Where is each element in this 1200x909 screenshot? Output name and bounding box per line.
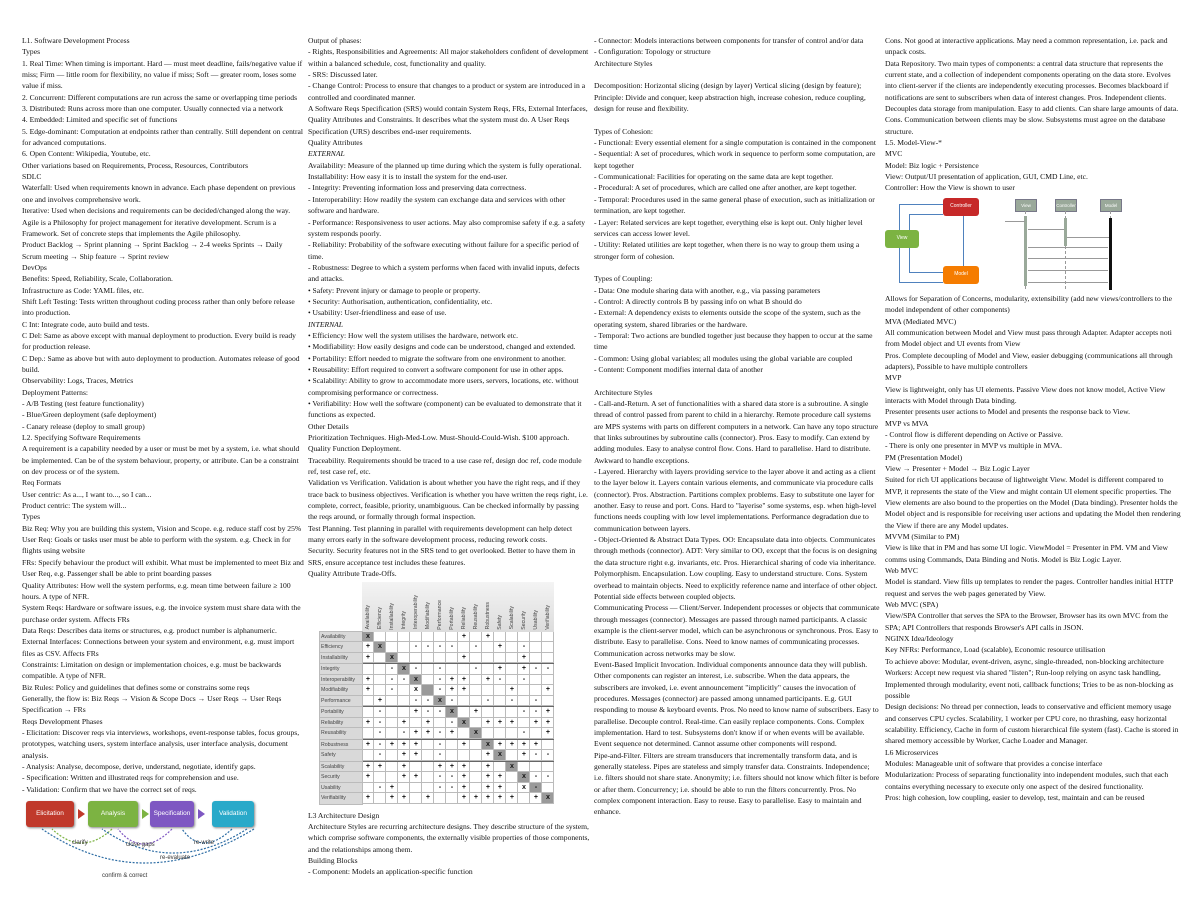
arrow-right-icon: [142, 809, 149, 819]
tradeoff-row-marks: + --x -++ +- -: [365, 675, 558, 684]
text-line: Presenter presents user actions to Model and presents the response back to View.: [885, 407, 1131, 417]
text-line: L2. Specifying Software Requirements: [22, 433, 141, 443]
tradeoff-row-marks: +- + + -x +++ ++: [365, 718, 558, 727]
column-header: Efficiency: [377, 607, 383, 630]
tradeoff-row-marks: -x- - - + +--: [365, 665, 558, 673]
text-line: Building Blocks: [308, 855, 358, 865]
column-3: [594, 35, 880, 818]
activation-bar: [1064, 218, 1067, 246]
text-line: L3 Architecture Design: [308, 810, 380, 820]
text-line: View is lightweight, only has UI elements. Passive View does not know model, Active View interacts with Model through Data binding.: [885, 384, 1166, 405]
flow-line: [963, 216, 964, 266]
column-header: Safety: [497, 614, 503, 630]
text-line: Cons. Not good at interactive applications. May need a common representation, i.e. pack and unpack costs.: [885, 36, 1168, 57]
text-line: EXTERNAL: [308, 149, 345, 159]
text-line: - Blue/Green deployment (safe deployment): [22, 410, 157, 420]
text-line: User centric: As a..., I want to..., so I can...: [22, 489, 152, 499]
column-header: Modifiability: [425, 602, 431, 630]
tradeoff-row-marks: + - x -++ + +: [365, 686, 558, 694]
text-line: Validation vs Verification. Validation is about whether you have the right reqs, and if they trace back to business objectives. Verification is whether you have written the reqs right, i.e. complete, correct, feasible, priority, unambiguous. Can be checked informally by passing the reqs around, or formally through formal inspection.: [308, 478, 588, 522]
text-line: View: Output/UI presentation of application, GUI, CMD Line, etc.: [885, 172, 1088, 182]
text-line: View → Presenter + Model → Biz Logic Layer: [885, 463, 1030, 473]
text-line: - Integrity: Preventing information loss and preserving data correctness.: [308, 183, 527, 193]
text-line: - External: A dependency exists to elements outside the scope of the system, such as the operating system, shared libraries or the hardware.: [594, 308, 861, 329]
text-line: L6 Microservices: [885, 747, 939, 757]
text-line: • Verifiability: How well the software (component) can be evaluated to demonstrate that it functions as expected.: [308, 399, 582, 420]
tradeoff-row: [320, 762, 558, 773]
requirements-phases-diagram: [22, 797, 292, 907]
text-line: - Temporal: Procedures used in the same general phase of execution, such as initialization or termination, are kept together.: [594, 194, 875, 216]
text-line: MVA (Mediated MVC): [885, 316, 957, 326]
tradeoff-row: [320, 664, 558, 675]
tradeoff-row: [320, 750, 558, 762]
column-header: Interoperability: [413, 595, 419, 630]
sequence-message: [1028, 247, 1108, 248]
tradeoff-grid: [320, 632, 558, 804]
text-line: 3. Distributed: Runs across more than one computer. Usually connected via a network: [22, 104, 284, 114]
text-line: - Reliability: Probability of the software executing without failure for a specific period of time.: [308, 240, 579, 261]
text-line: DevOps: [22, 262, 47, 272]
tradeoff-row: [320, 707, 558, 718]
text-line: - Change Control: Process to ensure that changes to a product or system are introduced in a controlled and coordinated manner.: [308, 81, 586, 102]
tradeoff-row: [320, 675, 558, 686]
text-line: Types of Cohesion:: [594, 126, 653, 136]
text-line: MVVM (Similar to PM): [885, 532, 960, 542]
text-line: A Software Reqs Specification (SRS) would contain System Reqs, FRs, External Interfaces, Quality Attributes and Constraints. It describes what the system must do. A User Reqs Specification (URS) describes end-user requirements.: [308, 104, 588, 136]
flow-line: [909, 214, 910, 230]
text-line: • Portability: Effort needed to migrate the software from one environment to another.: [308, 353, 566, 363]
loop-label: clarify: [72, 840, 88, 847]
phase-box: Validation: [212, 801, 254, 827]
text-line: 1. Real Time: When timing is important. Hard — must meet deadline, fails/negative value if miss; Firm — little room for flexibility, no value if miss; Soft — greater room, loses some value if miss.: [22, 58, 303, 91]
text-line: Biz Rules: Policy and guidelines that defines some or constrains some reqs: [22, 682, 250, 692]
text-line: C Int: Integrate code, auto build and tests.: [22, 319, 150, 329]
text-line: - Procedural: A set of procedures, which are called one after another, are kept together.: [594, 183, 857, 193]
row-label: Modifiability: [320, 685, 362, 696]
text-line: • Scalability: Ability to grow to accommodate more users, servers, locations, etc. without compromising performance or correctness.: [308, 376, 579, 397]
tradeoff-row-marks: x + +: [365, 632, 558, 641]
feedback-arc: [102, 829, 247, 853]
sequence-participant: Controller: [1055, 199, 1077, 212]
text-line: All communication between Model and View must pass through Adapter. Adapter accepts noti from Model object and UI events from View: [885, 327, 1172, 349]
flow-line: [899, 282, 943, 283]
tradeoff-row-marks: - -++-+ x - +: [365, 729, 558, 737]
flow-line: [899, 204, 900, 230]
text-line: A requirement is a capability needed by a user or must be met by a system, i.e. what should be implemented. Can be of the system behaviour, property, or attribute. Can be a constraint on dev process or of the system.: [22, 444, 300, 477]
spacer: [594, 262, 880, 273]
tradeoff-row-marks: + ++ + +++++ +x: [365, 794, 558, 802]
column-header: Integrity: [401, 611, 407, 630]
text-line: Other Details: [308, 421, 349, 431]
text-line: MVC: [885, 149, 903, 159]
row-label: Performance: [320, 696, 362, 707]
text-line: - Call-and-Return. A set of functionalities with a shared data store is a subroutine. A single thread of control passed from parent to child in a hierarchy. Remote procedure call systems are MPS systems with parts on different computers in a network. Can have any topo structure that links subroutines by subroutine calls (connector). Pros. Easy to modify. Can extend by adding modules. Easy to analyse control flow. Cons. Hard to parallelise. Hard to distribute. Awkward to handle exceptions.: [594, 399, 879, 465]
text-line: User Req: Goals or tasks user must be able to perform with the system. e.g. Check in for flights using website: [22, 535, 291, 556]
text-line: FRs: Specify behaviour the product will exhibit. What must be implemented to meet Biz and User Req, e.g. Passenger shall be able to print boarding passes: [22, 557, 304, 579]
text-line: • Usability: User-friendliness and ease of use.: [308, 308, 447, 318]
text-line: - Layer: Related services are kept together, everything else is kept out. Only higher level services can access lower level.: [594, 217, 863, 238]
tradeoff-row: [320, 793, 558, 804]
tradeoff-row: [320, 642, 558, 653]
flow-line: [909, 248, 910, 272]
text-line: Biz Req: Why you are building this system, Vision and Scope. e.g. reduce staff cost by 25%: [22, 523, 302, 533]
text-line: Waterfall: Used when requirements known in advance. Each phase dependent on previous one and involves comprehensive work.: [22, 183, 296, 204]
flow-line: [899, 204, 943, 205]
sequence-message: [1028, 270, 1108, 271]
text-line: Suited for rich UI applications because of lightweight View. Model is different compared to MVP, it represents the state of the View and might contain UI element specific properties. The View elements are also bound to the properties on the Model (Data binding). Presenter holds the Model object and is responsible for receiving user actions and updating the Model then rendering the View if there are any Model updates.: [885, 475, 1181, 530]
sequence-participant: View: [1015, 199, 1037, 212]
tradeoff-row: [320, 772, 558, 783]
row-label: Security: [320, 772, 362, 783]
text-line: Agile is a Philosophy for project management for iterative development. Scrum is a Framework. Set of concrete steps that implements the Agile philosophy.: [22, 217, 277, 238]
tradeoff-row: [320, 783, 558, 794]
text-line: View is like that in PM and has some UI logic. ViewModel = Presenter in PM. VM and View comms using Commands, Data Binding and Notis. Model is Biz Logic Layer.: [885, 543, 1169, 564]
row-label: Interoperability: [320, 675, 362, 686]
tradeoff-row: [320, 632, 558, 643]
text-line: 6. Open Content: Wikipedia, Youtube, etc.: [22, 149, 151, 159]
column-header: Reliability: [461, 607, 467, 630]
row-label: Usability: [320, 783, 362, 794]
text-line: - Component: Models an application-specific function: [308, 867, 473, 877]
loop-label: confirm & correct: [102, 873, 148, 880]
row-label: Robustness: [320, 740, 362, 751]
text-line: Communicating Process — Client/Server. Independent processes or objects that communicate through messages (connector). Messages are passed through named participants. A classic example is the client-server model, which can be asynchronous or synchronous. Pros. Easy to distribute. Easy to parallelise. Cons. Need to know names of communicating processes. Communication across networks may be slow.: [594, 603, 880, 658]
row-label: Portability: [320, 707, 362, 718]
text-line: Observability: Logs, Traces, Metrics: [22, 376, 134, 386]
text-line: Model is standard. View fills up templates to render the pages. Controller handles initial HTTP request and serves the web pages generated by View.: [885, 577, 1174, 598]
activation-bar: [1024, 216, 1027, 286]
text-line: MVP: [885, 373, 902, 383]
row-label: Safety: [320, 750, 362, 761]
text-line: Allows for Separation of Concerns, modularity, extensibility (add new views/controllers to the model independent of other components): [885, 293, 1172, 315]
row-label: Reusability: [320, 728, 362, 739]
text-line: Benefits: Speed, Reliability, Scale, Collaboration.: [22, 274, 173, 284]
tradeoff-row-marks: - ++ - +x +--: [365, 751, 558, 759]
text-line: Other variations based on Requirements, Process, Resources, Contributors: [22, 160, 249, 170]
flow-line: [909, 272, 943, 273]
text-line: Controller: How the View is shown to user: [885, 183, 1015, 193]
section-quality-attributes: [308, 35, 590, 580]
row-label: Integrity: [320, 664, 362, 675]
text-line: Types of Coupling:: [594, 274, 653, 284]
text-line: L1. Software Development Process: [22, 36, 130, 45]
text-line: C Del: Same as above except with manual deployment to production. Every build is ready for production release.: [22, 330, 296, 352]
tradeoff-row: [320, 728, 558, 740]
text-line: Constraints: Limitation on design or implementation choices, e.g. must be backwards compatible. A type of NFR.: [22, 659, 282, 681]
feedback-arcs: [22, 827, 292, 907]
column-4: [885, 35, 1181, 803]
text-line: - There is only one presenter in MVP vs multiple in MVA.: [885, 441, 1063, 451]
loop-label: close gaps: [126, 842, 155, 849]
text-line: - Functional: Every essential element for a single computation is contained in the component: [594, 138, 876, 148]
text-line: - Validation: Confirm that we have the correct set of reqs.: [22, 784, 197, 794]
text-line: Architecture Styles: [594, 58, 653, 68]
text-line: • Reusability: Effort required to convert a software component for use in other apps.: [308, 364, 564, 374]
text-line: - Analysis: Analyse, decompose, derive, understand, negotiate, identify gaps.: [22, 762, 256, 771]
sequence-message: [1028, 229, 1064, 230]
text-line: Design decisions: No thread per connection, leads to conservative and efficient memory usage and conserves CPU cycles. Scalability, 1 worker per CPU core, no thrashing, easy horizontal scalability. Efficiency, Cache in form of custom hierarchical file system (fast). Cache is stored in shared memory accessible by Worker, Cache Loader and Manager.: [885, 702, 1179, 746]
text-line: - A/B Testing (test feature functionality): [22, 399, 144, 408]
text-line: External Interfaces: Connections between your system and environment, e.g. must import files as CSV. Affects FRs: [22, 637, 295, 658]
tradeoff-row-marks: + --x- - - -: [365, 696, 558, 705]
sequence-participant: Model: [1100, 199, 1122, 212]
text-line: MVP vs MVA: [885, 418, 929, 428]
text-line: 4. Embedded: Limited and specific set of functions: [22, 115, 178, 125]
mvc-box: Model: [943, 266, 979, 284]
row-label: Scalability: [320, 762, 362, 773]
text-line: - Temporal: Two actions are bundled together just because they happen to occur at the same time: [594, 330, 873, 352]
section-architecture-styles: [594, 35, 880, 818]
text-line: Pros: high cohesion, low coupling, easier to develop, test, maintain and can be reused: [885, 792, 1145, 802]
text-line: Test Planning. Test planning in parallel with requirements development can help detect many errors early in the software development process, reducing rework costs.: [308, 523, 573, 545]
column-header: Availability: [365, 605, 371, 630]
sequence-message: [1028, 258, 1108, 259]
text-line: Generally, the flow is: Biz Reqs → Vision & Scope Docs → User Reqs → User Reqs Specification → FRs: [22, 693, 282, 715]
sequence-message: [1028, 282, 1108, 283]
column-header: Security: [521, 610, 527, 630]
tradeoff-row: [320, 718, 558, 729]
tradeoff-header: [308, 582, 558, 630]
text-line: Pipe-and-Filter. Filters are stream transducers that incrementally transform data, and is generally stateless. Pipes are stateless and simply transfer data. Constraints. Independence; i.e. filters should not share state. Anonymity; i.e. filters should not know which filter is before or after them. Concurrency; i.e. should be able to run the filters concurrently. Pros. No complex component interaction. Easy to reuse. Easy to parallelise. Easy to maintain and enhance.: [594, 750, 880, 817]
loop-label: re-write: [194, 840, 215, 847]
tradeoff-row: [320, 653, 558, 665]
text-line: - Sequential: A set of procedures, which work in sequence to perform some computation, are kept together: [594, 149, 876, 170]
row-label: Availability: [320, 632, 362, 643]
column-header: Verifiability: [545, 604, 551, 630]
text-line: - Canary release (deploy to small group): [22, 421, 145, 431]
text-line: Deployment Patterns:: [22, 387, 89, 397]
arrow-right-icon: [78, 809, 85, 819]
text-line: - SRS: Discussed later.: [308, 70, 378, 80]
mvc-box: Controller: [943, 198, 979, 216]
text-line: Data Reqs: Describes data items or structures, e.g. product number is alphanumeric.: [22, 625, 277, 635]
text-line: Architecture Styles: [594, 387, 653, 397]
tradeoff-row: [320, 740, 558, 751]
text-line: - Control flow is different depending on Active or Passive.: [885, 429, 1063, 439]
column-header: Performance: [437, 599, 443, 630]
column-header: Scalability: [509, 606, 515, 630]
phase-box: Specification: [150, 801, 194, 827]
column-header: Usability: [533, 609, 539, 630]
tradeoff-row-marks: ++ + +++ + x: [365, 762, 558, 771]
tradeoff-row-marks: -+ --+ ++ x-: [365, 783, 558, 792]
text-line: Architecture Styles are recurring architecture designs. They describe structure of the system, which comprise software components, the externally visible properties of those components, and the relationships among them.: [308, 821, 590, 854]
text-line: Product Backlog → Sprint planning → Sprint Backlog → 2-4 weeks Sprints → Daily Scrum meeting → Ship feature → Sprint review: [22, 240, 283, 261]
text-line: - Data: One module sharing data with another, e.g., via passing parameters: [594, 285, 821, 295]
flow-line: [909, 214, 943, 215]
text-line: Req Formats: [22, 478, 62, 488]
text-line: - Connector: Models interactions between components for transfer of control and/or data: [594, 36, 864, 45]
text-line: Availability: Measure of the planned up time during which the system is fully operational.: [308, 160, 582, 170]
text-line: - Interoperability: How readily the system can exchange data and services with other software and hardware.: [308, 194, 566, 216]
loop-label: re-evaluate: [160, 855, 191, 862]
text-line: - Communicational: Facilities for operating on the same data are kept together.: [594, 172, 834, 182]
text-line: - Elicitation: Discover reqs via interviews, workshops, event-response tables, focus groups, prototypes, watching users, system interface analysis, user interface analysis, document analysis.: [22, 727, 300, 760]
phase-box: Elicitation: [26, 801, 74, 827]
text-line: - Rights, Responsibilities and Agreements: All major stakeholders confident of development within a balanced schedule, cost, functionality and quality.: [308, 47, 589, 68]
text-line: NGINX Idea/Ideology: [885, 634, 954, 644]
activation-bar: [1109, 218, 1112, 290]
text-line: Iterative: Used when decisions and requirements can be decided/changed along the way.: [22, 206, 291, 216]
text-line: - Configuration: Topology or structure: [594, 47, 711, 57]
text-line: PM (Presentation Model): [885, 452, 963, 462]
text-line: Modularization: Process of separating functionality into independent modules, such that each contains everything necessary to execute only one aspect of the desired functionality.: [885, 770, 1169, 791]
text-line: C Dep.: Same as above but with auto deployment to production. Automates release of good build.: [22, 353, 300, 374]
tradeoff-row-marks: + ++ --+ ++ x--: [365, 773, 558, 781]
text-line: • Security: Authorisation, authentication, confidentiality, etc.: [308, 296, 493, 306]
tradeoff-row-marks: +x ---- - + -: [365, 643, 558, 651]
spacer: [594, 114, 880, 125]
section-software-process-requirements: [22, 35, 304, 795]
text-line: - Object-Oriented & Abstract Data Types. OO: Encapsulate data into objects. Communicates through methods (connector). ADT: Very similar to OO, except that the focus is on designing the data structure right e.g. invariants, etc. Pros. Hierarchical sharing of code via inheritance. Polymorphism. Encapsulation. Low coupling. Easy to understand structure. Cons. System overhead to maintain objects. Need to explicitly reference name and interface of other object. Potential side effects between coupled objects.: [594, 535, 878, 601]
text-line: - Performance: Responsiveness to user actions. May also compromise safety if e.g. a safety system responds poorly.: [308, 217, 586, 238]
spacer: [594, 69, 880, 80]
row-label: Installability: [320, 653, 362, 664]
text-line: SDLC: [22, 172, 42, 182]
text-line: - Utility: Related utilities are kept together, when there is no way to group them using a stronger form of cohesion.: [594, 240, 860, 261]
section-data-repository-mvc: [885, 35, 1181, 194]
text-line: - Control: A directly controls B by passing info on what B should do: [594, 296, 802, 306]
section-architecture-design: [308, 810, 590, 878]
tradeoff-row: [320, 696, 558, 708]
text-line: - Layered. Hierarchy with layers providing service to the layer above it and acting as a client to the layer below it. Layers contain various elements, and communicate via procedure calls (connector). Pros. Abstraction. Partitions complex problems. Easy to substitute one layer for another. Easy to reuse and port. Cons. Hard to "layerise" some systems, esp. when high-level functions needs coupling with low level implementations. Performance degradation due to communication between layers.: [594, 467, 877, 533]
text-line: Infrastructure as Code: YAML files, etc.: [22, 285, 144, 295]
text-line: - Robustness: Degree to which a system performs when faced with invalid inputs, defects and attacks.: [308, 262, 580, 284]
text-line: 2. Concurrent: Different computations are run across the same or overlapping time periods: [22, 92, 298, 102]
tradeoff-row-marks: +-+++ - + x++++: [365, 740, 558, 749]
phase-box: Analysis: [88, 801, 138, 827]
text-line: 5. Edge-dominant: Computation at endpoints rather than centrally. Still dependent on central for advanced computations.: [22, 126, 304, 148]
sequence-message: [1005, 221, 1025, 222]
text-line: Quality Attributes: How well the system performs, e.g. mean time between failure ≥ 100 hours. A type of NFR.: [22, 580, 291, 601]
text-line: Installability: How easy it is to install the system for the end-user.: [308, 172, 508, 182]
text-line: Workers: Accept new request via shared "listen"; Run-loop relying on async task handling, Implemented through modularity, event noti, callback functions; Tries to be as non-blocking as possible: [885, 668, 1174, 700]
row-label: Reliability: [320, 718, 362, 729]
text-line: • Efficiency: How well the system utilises the hardware, network etc.: [308, 330, 519, 340]
text-line: System Reqs: Hardware or software issues, e.g. the invoice system must share data with the purchase order system. Affects FRs: [22, 603, 301, 624]
column-header: Portability: [449, 606, 455, 630]
text-line: Types: [22, 512, 41, 522]
text-line: Modules: Manageable unit of software that provides a concise interface: [885, 758, 1103, 768]
column-header: Installability: [389, 602, 395, 630]
text-line: Key NFRs: Performance, Load (scalable), Economic resource utilisation: [885, 645, 1106, 655]
column-1: [22, 35, 304, 909]
text-line: Shift Left Testing: Tests written throughout coding process rather than only before release into production.: [22, 296, 295, 318]
tradeoff-row-marks: + x + +: [365, 653, 558, 662]
text-line: • Modifiability: How easily designs and code can be understood, changed and extended.: [308, 342, 576, 352]
text-line: Quality Attributes: [308, 138, 363, 148]
text-line: Event-Based Implicit Invocation. Individual components announce data they will publish. Other components can register an interest, i.e. subscribe. When the data appears, the subscribers are invoked, i.e. event announcement "implicitly" causes the invocation of procedures. Messages (connector) are passed among unnamed participants. E.g. GUI responding to mouse & keyboard events. Pros. No need to know name of subscribers. Easy to parallelise. Decouple control. Real-time. Can easily replace components. Cons. Complex implementation. Hard to test. Subsystems don't know if or when events will be available. Event sequence not determined. Cannot assume other components will respond.: [594, 659, 879, 749]
text-line: - Specification: Written and illustrated reqs for comprehension and use.: [22, 773, 239, 783]
text-line: Model: Biz logic + Persistence: [885, 160, 979, 170]
text-line: View/SPA Controller that serves the SPA to the Browser, Browser has its own MVC from the SPA; API Controllers that responds Browser's API calls in JSON.: [885, 611, 1169, 632]
text-line: Prioritization Techniques. High-Med-Low. Must-Should-Could-Wish. $100 approach. Quality Function Deployment.: [308, 433, 570, 454]
text-line: - Common: Using global variables; all modules using the global variable are coupled: [594, 353, 853, 363]
flow-line: [899, 248, 900, 282]
text-line: L5. Model-View-*: [885, 138, 942, 148]
sequence-message: [1067, 237, 1109, 238]
text-line: INTERNAL: [308, 319, 344, 329]
tradeoff-row-marks: - +--x + --+: [365, 708, 558, 716]
text-line: Traceability. Requirements should be traced to a use case ref, design doc ref, code module ref, test case ref, etc.: [308, 455, 582, 477]
text-line: Web MVC: [885, 566, 918, 576]
tradeoff-row: [320, 685, 558, 696]
text-line: Reqs Development Phases: [22, 716, 103, 726]
text-line: Web MVC (SPA): [885, 600, 939, 610]
text-line: Types: [22, 47, 41, 57]
text-line: Quality Attribute Trade-Offs.: [308, 569, 397, 579]
text-line: - Content: Component modifies internal data of another: [594, 364, 763, 374]
row-label: Efficiency: [320, 642, 362, 653]
text-line: Data Repository. Two main types of components: a central data structure that represents the current state, and a collection of independent components operating on the data store. Evolves into client-server if the clients are independently executing processes. Becomes blackboard if notifications are sent to subscribers when data of interest changes. Pros. Independent clients. Decouples data storage from manipulation. Easy to add clients. Can share large amounts of data. Cons. Communication between clients may be slow. Subsystems must agree on the database structure.: [885, 58, 1179, 136]
text-line: Pros. Complete decoupling of Model and View, easier debugging (communications all through adapters), Possible to have multiple controllers: [885, 350, 1173, 371]
spacer: [594, 375, 880, 386]
text-line: To achieve above: Modular, event-driven, async, single-threaded, non-blocking architecture: [885, 656, 1164, 666]
section-mv-patterns-microservices: [885, 293, 1181, 803]
text-line: Decomposition: Horizontal slicing (design by layer) Vertical slicing (design by feature); Principle: Divide and conquer, keep abstraction high, increase cohesion, reduce coupling, design for reuse and flexibility.: [594, 81, 866, 114]
arrow-right-icon: [198, 809, 205, 819]
quality-attribute-tradeoff-table: [308, 582, 558, 808]
text-line: Product centric: The system will...: [22, 501, 127, 511]
column-2: [308, 35, 590, 878]
row-label: Verifiability: [320, 793, 362, 804]
text-line: • Safety: Prevent injury or damage to people or property.: [308, 285, 481, 295]
column-header: Robustness: [485, 602, 491, 630]
mvc-box: View: [885, 230, 919, 248]
column-header: Reusability: [473, 604, 479, 630]
mvc-diagram: [885, 196, 1175, 291]
text-line: Output of phases:: [308, 36, 362, 45]
text-line: Security. Security features not in the SRS tend to get overlooked. Better to have them in SRS, ensure acceptance test includes these features.: [308, 546, 576, 567]
